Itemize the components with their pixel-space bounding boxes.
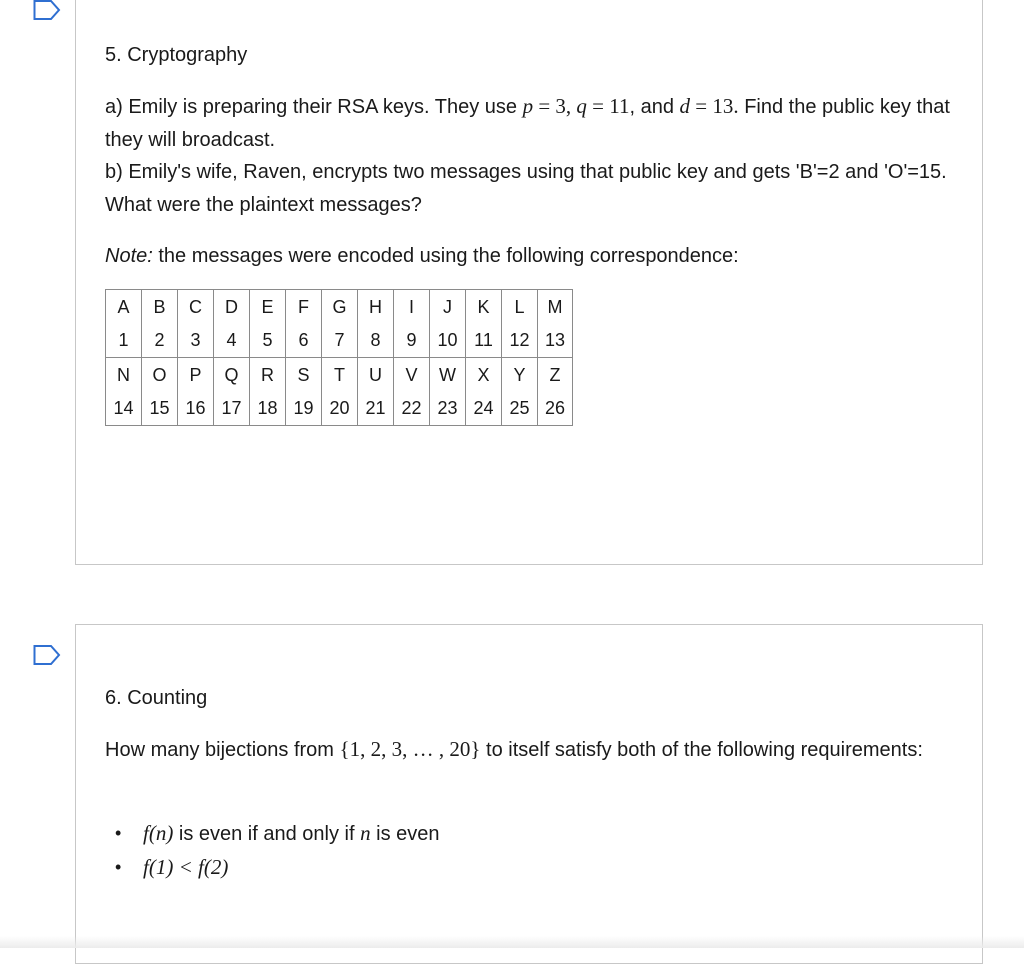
table-cell-letter: U	[358, 358, 394, 393]
table-cell-number: 5	[250, 324, 286, 358]
table-cell-number: 25	[502, 392, 538, 426]
table-cell-number: 8	[358, 324, 394, 358]
table-cell-number: 10	[430, 324, 466, 358]
letter-number-table	[105, 289, 573, 426]
table-cell-number: 24	[466, 392, 502, 426]
table-cell-letter: F	[286, 290, 322, 325]
table-cell-number: 20	[322, 392, 358, 426]
table-cell-number: 9	[394, 324, 430, 358]
table-cell-number: 26	[538, 392, 573, 426]
table-cell-letter: M	[538, 290, 573, 325]
table-cell-number: 4	[214, 324, 250, 358]
table-cell-number: 13	[538, 324, 573, 358]
question-card-6	[75, 624, 983, 964]
table-cell-number: 21	[358, 392, 394, 426]
table-cell-letter: W	[430, 358, 466, 393]
table-cell-number: 11	[466, 324, 502, 358]
table-cell-letter: S	[286, 358, 322, 393]
table-cell-number: 2	[142, 324, 178, 358]
table-cell-letter: Z	[538, 358, 573, 393]
table-cell-number: 17	[214, 392, 250, 426]
table-cell-number: 6	[286, 324, 322, 358]
table-cell-number: 15	[142, 392, 178, 426]
table-cell-letter: P	[178, 358, 214, 393]
note-text: Note: the messages were encoded using the following correspondence:	[105, 245, 739, 267]
table-cell-number: 23	[430, 392, 466, 426]
table-cell-letter: C	[178, 290, 214, 325]
table-cell-letter: E	[250, 290, 286, 325]
table-cell-number: 19	[286, 392, 322, 426]
table-cell-letter: K	[466, 290, 502, 325]
table-cell-letter: G	[322, 290, 358, 325]
table-cell-number: 14	[106, 392, 142, 426]
flag-icon[interactable]	[33, 0, 61, 20]
table-cell-number: 7	[322, 324, 358, 358]
table-row	[106, 392, 573, 426]
table-cell-letter: R	[250, 358, 286, 393]
part-b-text: b) Emily's wife, Raven, encrypts two messages using that public key and gets 'B'=2 and 'O'=15. What were the plaintext messages?	[105, 161, 947, 216]
part-a-text: a) Emily is preparing their RSA keys. They use p = 3, q = 11, and d = 13. Find the public key that they will broadcast.	[105, 94, 950, 151]
question-title: 6. Counting	[105, 687, 208, 709]
table-cell-number: 12	[502, 324, 538, 358]
table-cell-number: 3	[178, 324, 214, 358]
table-cell-letter: A	[106, 290, 142, 325]
table-cell-letter: N	[106, 358, 142, 393]
table-row	[106, 358, 573, 393]
table-cell-letter: I	[394, 290, 430, 325]
table-cell-number: 18	[250, 392, 286, 426]
table-cell-letter: D	[214, 290, 250, 325]
table-cell-letter: Y	[502, 358, 538, 393]
table-cell-letter: Q	[214, 358, 250, 393]
table-cell-number: 16	[178, 392, 214, 426]
table-row	[106, 290, 573, 325]
requirements-list	[105, 816, 440, 884]
table-cell-letter: T	[322, 358, 358, 393]
table-cell-letter: O	[142, 358, 178, 393]
flag-icon[interactable]	[33, 645, 61, 665]
table-cell-letter: V	[394, 358, 430, 393]
table-cell-letter: B	[142, 290, 178, 325]
scroll-fade	[0, 936, 1024, 948]
table-cell-number: 1	[106, 324, 142, 358]
table-cell-letter: J	[430, 290, 466, 325]
table-cell-letter: L	[502, 290, 538, 325]
table-cell-letter: H	[358, 290, 394, 325]
table-cell-number: 22	[394, 392, 430, 426]
question-card-5	[75, 0, 983, 565]
table-cell-letter: X	[466, 358, 502, 393]
list-item: • f(n) is even if and only if n is even	[115, 821, 440, 845]
question-intro: How many bijections from {1, 2, 3, … , 20} to itself satisfy both of the following requirements:	[105, 737, 923, 761]
table-row	[106, 324, 573, 358]
question-title: 5. Cryptography	[105, 44, 248, 66]
list-item: • f(1) < f(2)	[115, 855, 229, 879]
